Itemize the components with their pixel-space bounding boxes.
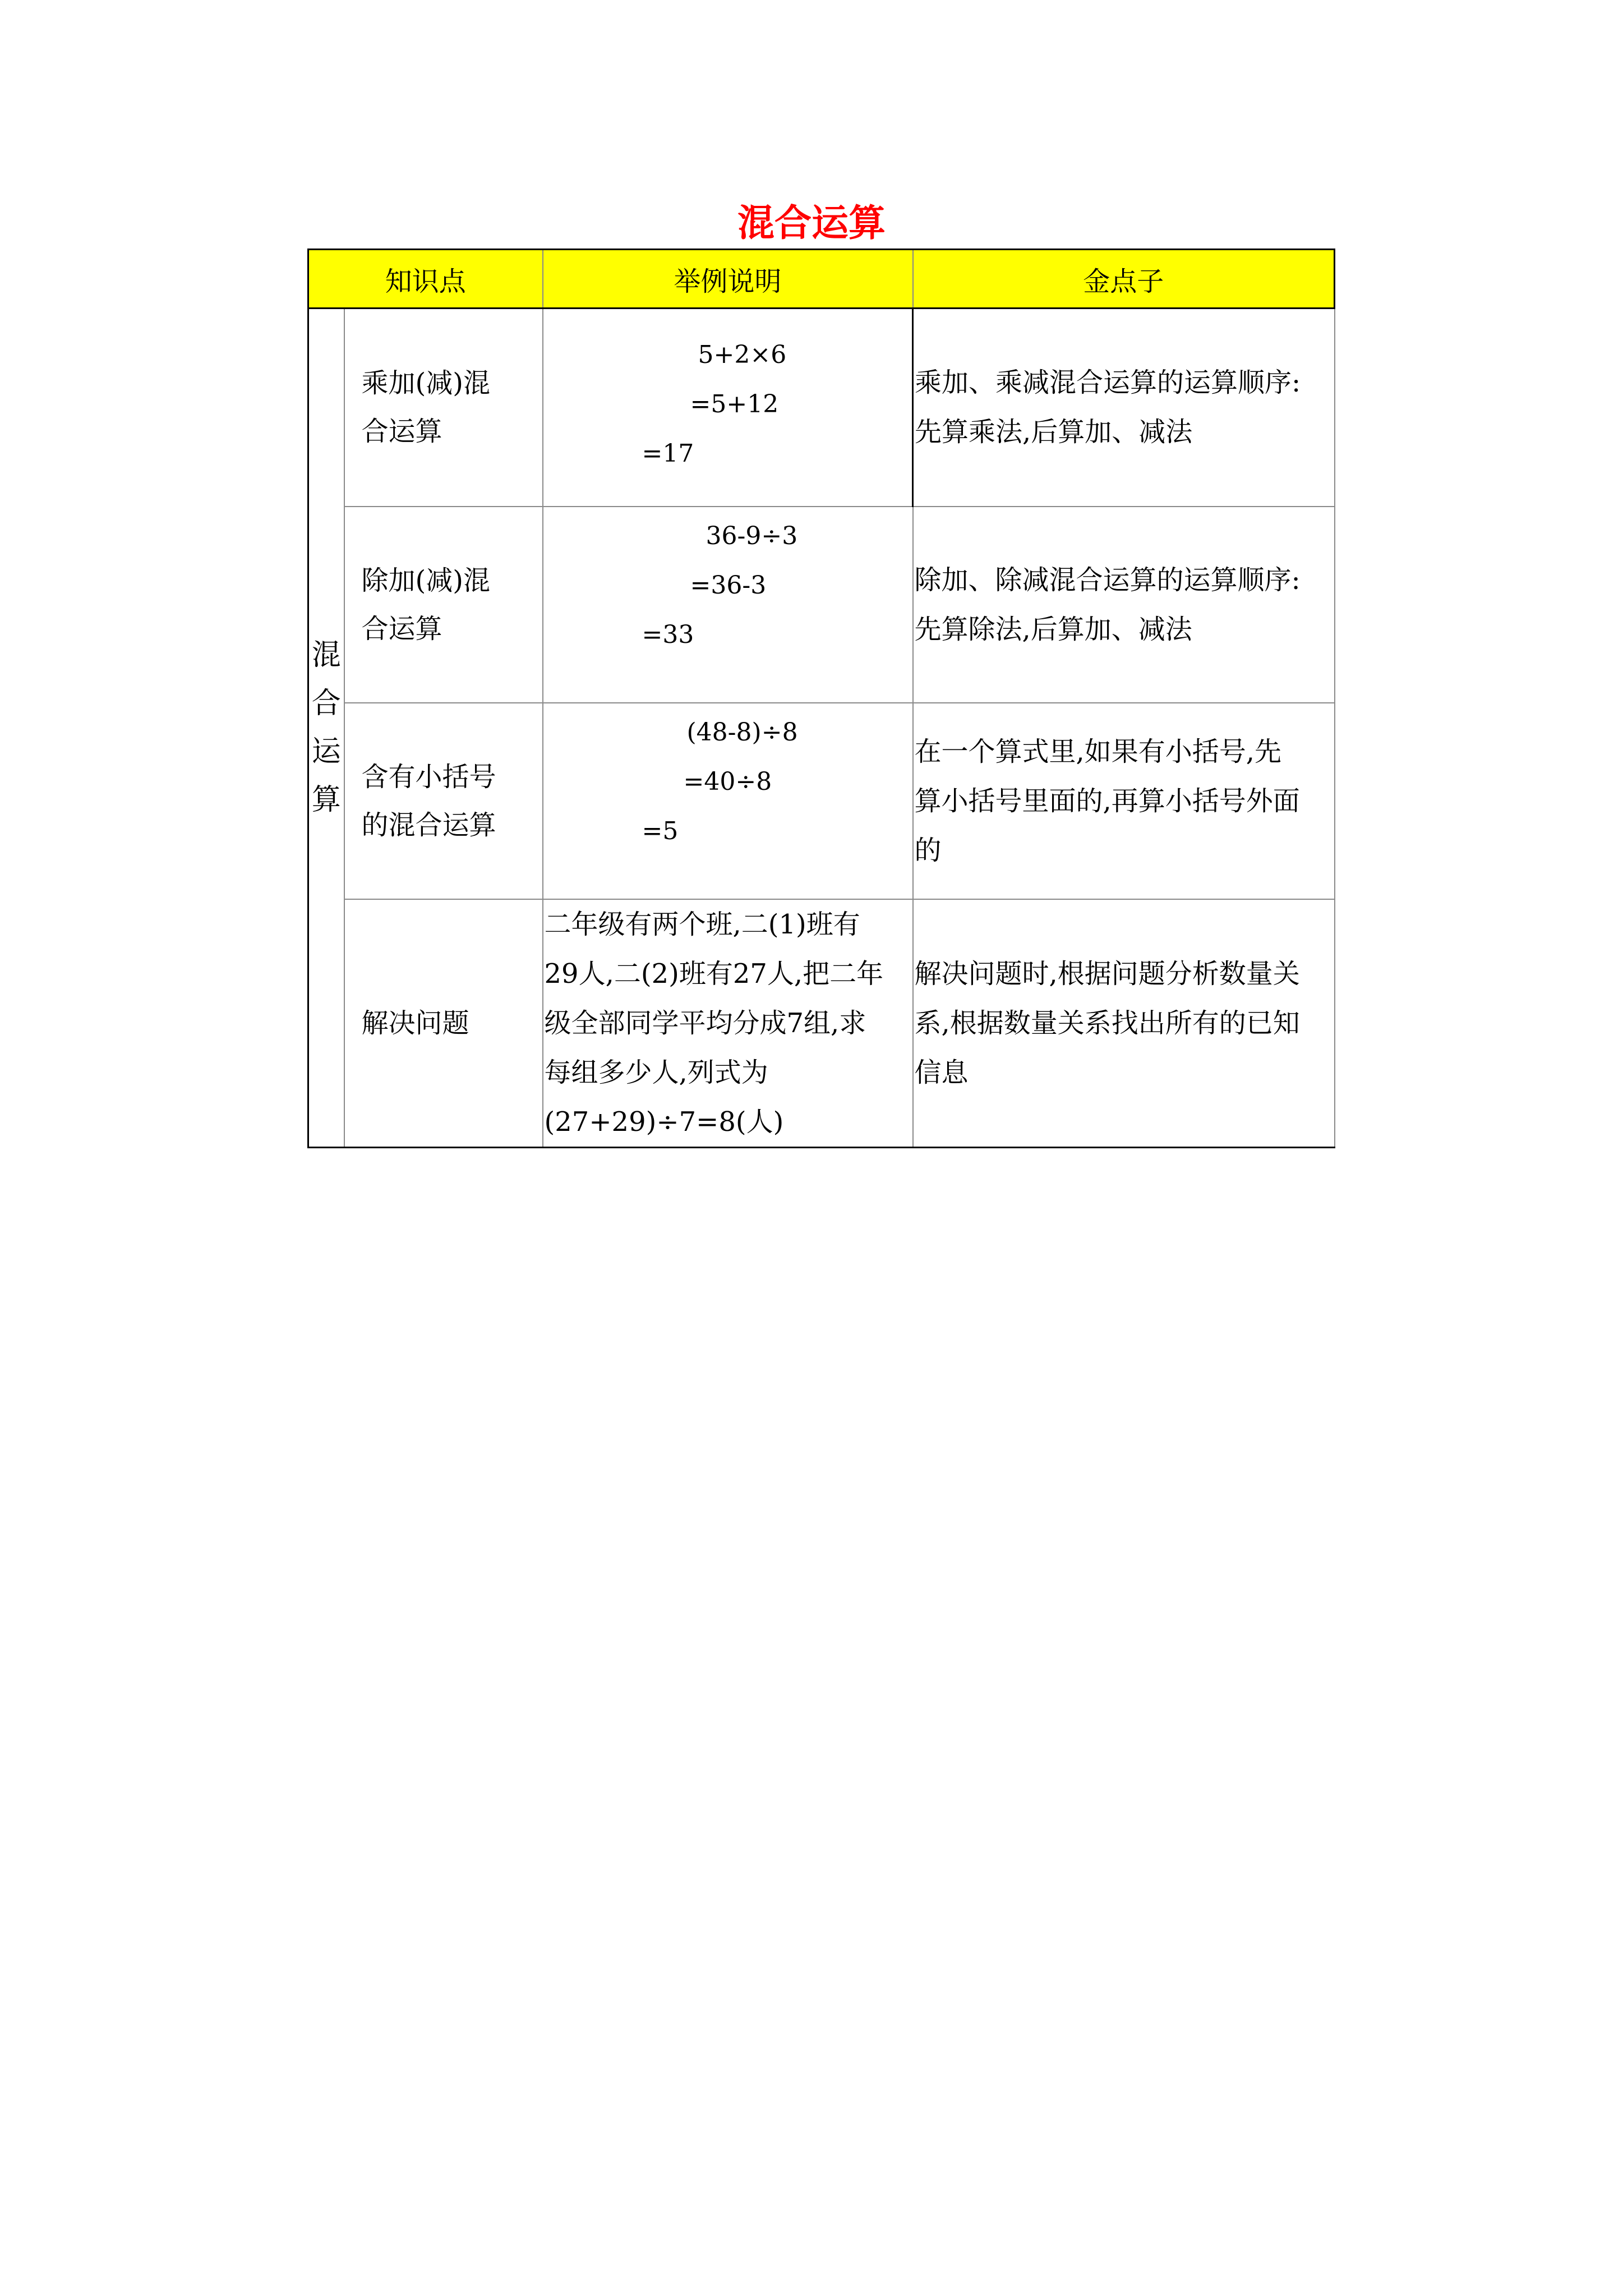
example-line: 29人,二(2)班有27人,把二年 [544,958,884,990]
example-line: =33 [642,620,694,649]
header-tip: 金点子 [913,250,1335,309]
topic-cell [344,899,543,1148]
tip-cell [913,309,1335,507]
table-row [308,507,1335,703]
topic-cell [344,309,543,507]
tip-line: 除加、除减混合运算的运算顺序: [914,564,1301,596]
example-line: =40÷8 [683,767,772,796]
category-char: 混 [311,638,341,673]
table-row [308,703,1335,899]
tip-cell [913,507,1335,703]
example-cell [543,703,913,899]
header-example: 举例说明 [543,250,913,309]
tip-line: 在一个算式里,如果有小括号,先 [914,735,1282,767]
example-cell [543,309,913,507]
tip-cell [913,703,1335,899]
example-line: 每组多少人,列式为 [544,1056,768,1088]
tip-line: 系,根据数量关系找出所有的已知 [914,1007,1300,1039]
category-char: 合 [311,687,341,721]
example-line: =36-3 [690,570,767,600]
category-char: 运 [311,735,341,769]
tip-line: 的 [914,834,942,866]
tip-line: 先算除法,后算加、减法 [914,613,1192,645]
example-line: 5+2×6 [698,341,787,369]
example-line: 级全部同学平均分成7组,求 [544,1007,866,1039]
example-line: (48-8)÷8 [686,717,798,747]
example-cell [543,507,913,703]
topic-line: 合运算 [361,613,442,645]
header-topic: 知识点 [308,250,543,309]
example-cell [543,899,913,1148]
knowledge-table [307,249,1335,1148]
category-cell [308,309,344,1148]
topic-line: 乘加(减)混 [361,367,490,399]
table-row [308,899,1335,1148]
tip-line: 先算乘法,后算加、减法 [915,416,1193,448]
topic-cell [344,703,543,899]
example-line: =5+12 [690,390,779,418]
example-line: (27+29)÷7=8(人) [544,1106,784,1138]
tip-cell [913,899,1335,1148]
table-header-row [308,250,1335,309]
example-line: 二年级有两个班,二(1)班有 [544,908,860,940]
topic-cell [344,507,543,703]
tip-line: 乘加、乘减混合运算的运算顺序: [915,367,1301,399]
table-row [308,309,1335,507]
topic-line: 除加(减)混 [361,564,490,596]
example-line: 36-9÷3 [706,521,798,550]
category-char: 算 [311,783,341,817]
tip-line: 算小括号里面的,再算小括号外面 [914,785,1300,817]
topic-line: 解决问题 [361,1007,469,1039]
document-title: 混合运算 [737,201,886,245]
tip-line: 信息 [914,1056,969,1088]
tip-line: 解决问题时,根据问题分析数量关 [914,958,1300,990]
topic-line: 含有小括号 [361,761,496,793]
topic-line: 合运算 [361,416,442,448]
topic-line: 的混合运算 [361,809,496,841]
example-line: =5 [642,816,679,845]
example-line: =17 [642,439,694,468]
